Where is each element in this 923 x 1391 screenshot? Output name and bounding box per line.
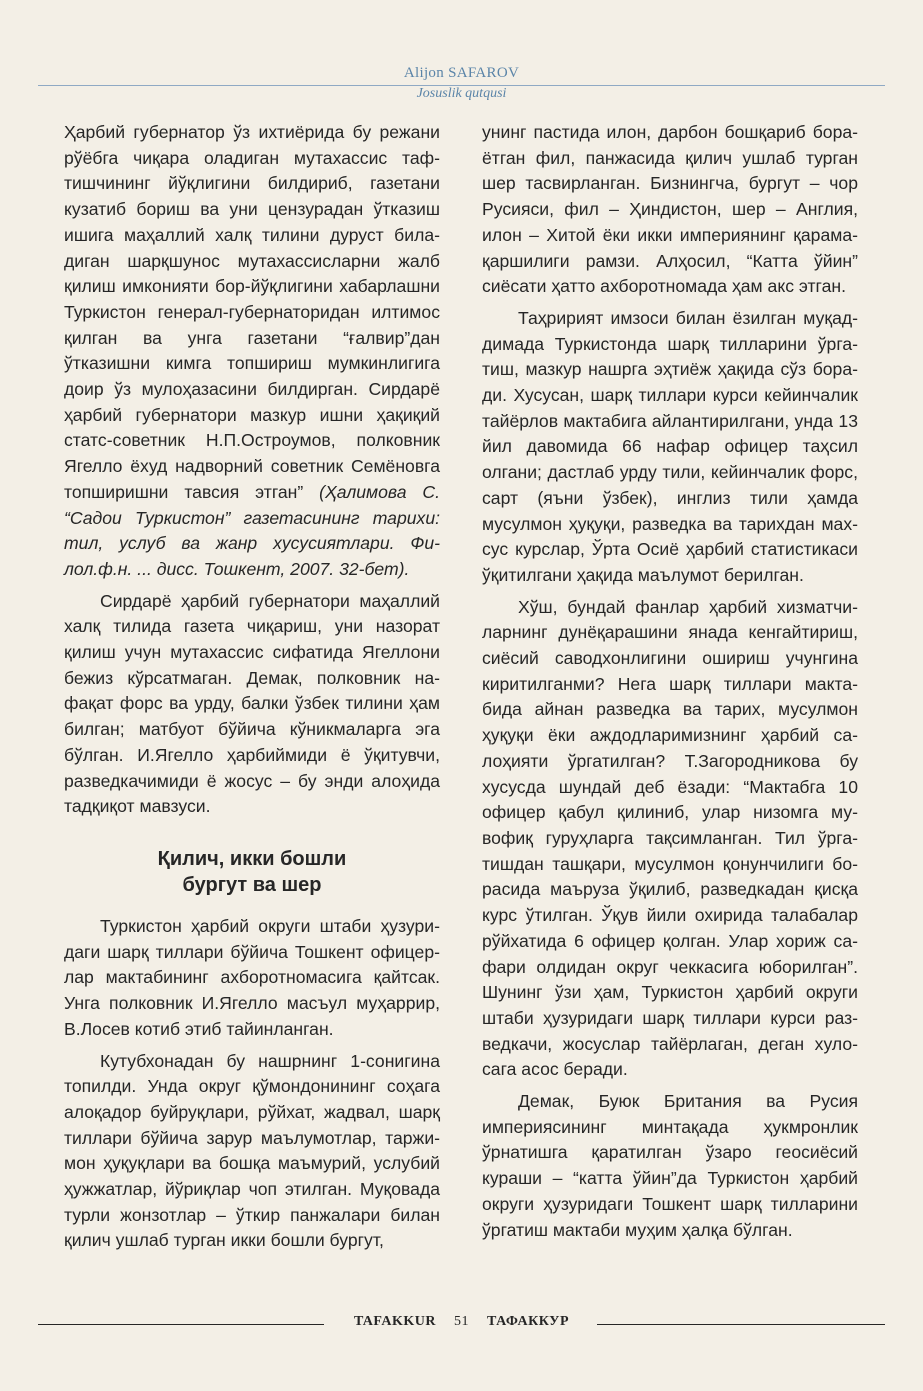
section-subheading [64, 846, 440, 898]
quote-text: Ҳарбий губернатор ўз ихтиёрида бу режани рўёбга чиқара оладиган мутахассис тафтишчининг йўқлигини билдириб, газетани кузатиб бориш ва уни цензурадан ўтказиш ишига маҳаллий халқ тилини дуруст биладиган шарқшунос мутахассисларни жалб қилиш имконияти бор-йўқлигини хабарлашни Туркистон генерал-губернаторидан илтимос қилган ва унга газетани “ғалвир”дан ўтказишни кимга топшириш мумкинлигига доир ўз мулоҳазасини билдирган. Сирдарё ҳарбий губернатори мазкур ишни ҳақиқий статс-советник Н.П.Остроумов, полковник Ягелло ёхуд надворний советник Семёновга топширишни тавсия этган” [64, 122, 440, 502]
header-article-title: Josuslik qutqusi [416, 86, 507, 101]
right-paragraph-1: унинг пастида илон, дарбон бошқариб бораётган фил, панжасида қилич ушлаб турган шер тасвирланган. Бизнингча, бургут – чор Русияси, фил – Ҳиндистон, шер – Англия, илон – Хитой ёки икки империянинг қарама-қаршилиги рамзи. Алҳосил, “Катта ўйин” сиёсати ҳатто ахборотномада ҳам акс этган. [482, 122, 858, 297]
left-paragraph-1 [64, 120, 440, 583]
citation: (Ҳалимова С. “Садои Туркистон” газетасининг тарихи: тил, услуб ва жанр хусусиятлари. Филол.ф.н. ... дисс. Тошкент, 2007. 32-бет). [64, 481, 440, 579]
footer-magazine-latin: TAFAKKUR [353, 1314, 437, 1329]
running-header [0, 64, 923, 82]
right-paragraph-2: Таҳририят имзоси билан ёзилган муқаддимада Туркистонда шарқ тилларини ўргатиш, мазкур нашрга эҳтиёж ҳақида сўз боради. Хусусан, шарқ тиллари курси кейинчалик тайёрлов мактабига айлантирилгани, унда 13 йил давомида 66 нафар офицер таҳсил олгани; дастлаб урду тили, кейинчалик форс, сарт (яъни ўзбек), инглиз тили ҳамда мусулмон ҳуқуқи, разведка ва тарихдан махсус курслар, Ўрта Осиё ҳарбий статистикаси ўқитилгани ҳақида маълумот берилган. [482, 307, 858, 585]
left-paragraph-3: Туркистон ҳарбий округи штаби ҳузуридаги шарқ тиллари бўйича Тошкент офицерлар мактабининг ахборотномасига қайтсак. Унга полковник И.Ягелло масъул муҳаррир, В.Лосев котиб этиб тайинланган. [64, 915, 440, 1039]
page-footer [38, 1312, 885, 1336]
right-column [482, 120, 858, 1243]
left-paragraph-4: Кутубхонадан бу нашрнинг 1-сонигина топилди. Унда округ қўмондонининг соҳага алоқадор буйруқлари, рўйхат, жадвал, шарқ тиллари бўйича зарур маълумотлар, таржимон ҳуқуқлари ва бошқа маъмурий, услубий ҳужжатлар, йўриқлар чоп этилган. Муқовада турли жонзотлар – ўткир панжалари билан қилич ушлаб турган икки бошли бургут, [64, 1050, 440, 1251]
left-paragraph-2: Сирдарё ҳарбий губернатори маҳаллий халқ тилида газета чиқариш, уни назорат қилиш учун мутахассис сифатида Ягеллони бежиз кўрсатмаган. Демак, полковник нафақат форс ва урду, балки ўзбек тилини ҳам билган; матбуот бўйича кўникмаларга эга бўлган. И.Ягелло ҳарбиймиди ё ўқитувчи, разведкачимиди ё жосус – бу энди алоҳида тадқиқот мавзуси. [64, 590, 440, 817]
footer-magazine-cyrillic: ТАФАККУР [487, 1314, 570, 1329]
right-paragraph-4: Демак, Буюк Британия ва Русия империясининг минтақада ҳукмронлик ўрнатишга қаратилган ўзаро геосиёсий кураши – “катта ўйин”да Туркистон ҳарбий округи ҳузуридаги Тошкент шарқ тилларини ўргатиш мактаби муҳим ҳалқа бўлган. [482, 1091, 858, 1240]
page-number: 51 [454, 1314, 470, 1329]
right-paragraph-3: Хўш, бундай фанлар ҳарбий хизматчиларнинг дунёқарашини янада кенгайтириш, сиёсий саводхонлигини ошириш учунгина киритилганми? Нега шарқ тиллари мактабида айнан разведка ва тарих, мусулмон ҳуқуқи ёки аждодларимизнинг ҳарбий салоҳияти ўргатилган? Т.Загородникова бу хусусда шундай деб ёзади: “Мактабга 10 офицер қабул қилиниб, улар низомга мувофиқ гуруҳларга тақсимланган. Тил ўргатишдан ташқари, мусулмон қонунчилиги борасида маъруза ўқилиб, разведкадан қисқа курс ўтилган. Ўқув йили охирида талабалар рўйхатида 6 офицер қолган. Улар хориж сафари олдидан округ чеккасига юборилган”. Шунинг ўзи ҳам, Туркистон ҳарбий округи штаби ҳузуридаги шарқ тиллари курси разведкачи, жосуслар тайёрлаган, деган хулосага асос беради. [482, 596, 858, 1080]
subheading-line-2: бургут ва шер [182, 873, 322, 896]
subheading-line-1: Қилич, икки бошли [157, 847, 347, 870]
footer-text [38, 1314, 885, 1330]
header-author: Alijon SAFAROV [403, 65, 520, 81]
left-column [64, 120, 440, 1254]
